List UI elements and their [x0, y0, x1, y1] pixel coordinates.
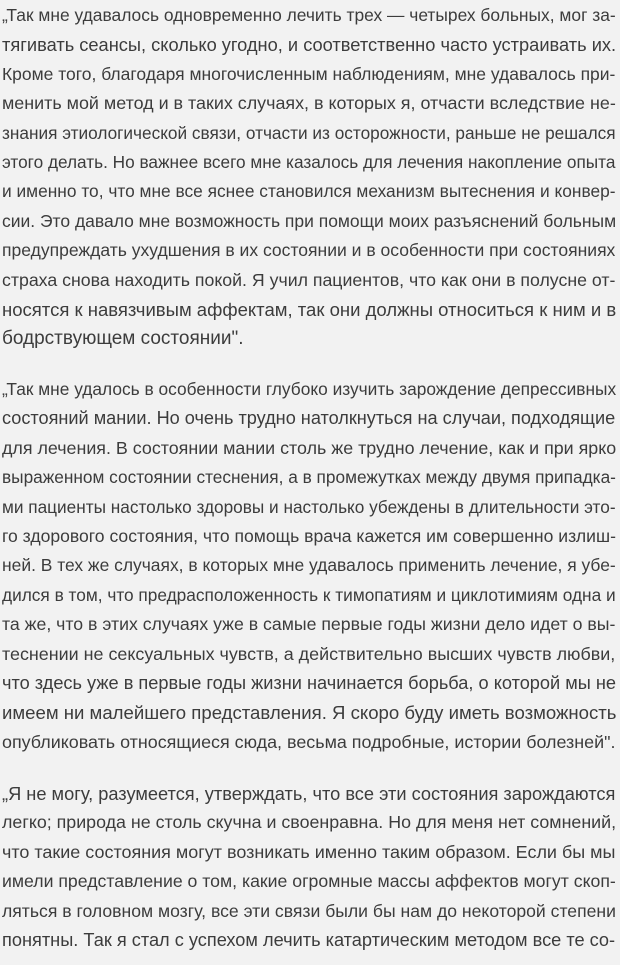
text-line: та же, что в этих случаях уже в самые первые годы жизни дело идет о вы- [2, 614, 616, 635]
text-line: ляться в головном мозгу, все эти связи были бы нам до некоторой степени [2, 900, 616, 921]
text-line: страха снова находить покой. Я учил пациентов, что как они в полусне от- [2, 269, 616, 290]
text-line: имели представление о том, какие огромные массы аффектов могут скоп- [2, 871, 616, 892]
text-line: „Так мне удавалось одновременно лечить трех — четырех больных, мог за- [2, 5, 616, 25]
text-line: тягивать сеансы, сколько угодно, и соответственно часто устраивать их. [2, 34, 617, 56]
text-line: легко; природа не столь скучна и своенравна. Но для меня нет сомнений, [2, 812, 617, 833]
text-line: менить мой метод и в таких случаях, в которых я, отчасти вследствие не- [2, 93, 616, 114]
text-line: „Так мне удалось в особенности глубоко изучить зарождение депрессивных [2, 379, 617, 399]
text-line: понятны. Так я стал с успехом лечить катартическим методом все те со- [2, 929, 616, 950]
text-line: ми пациенты настолько здоровы и настолько убеждены в длительности это- [2, 496, 616, 517]
text-line: Кроме того, благодаря многочисленным наблюдениям, мне удавалось при- [2, 63, 616, 84]
paragraph-1 [2, 1, 618, 354]
text-line: и именно то, что мне все яснее становился механизм вытеснения и конвер- [2, 181, 616, 202]
text-line: сии. Это давало мне возможность при помощи моих разъяснений больным [2, 210, 617, 231]
text-line: бодрствующем состоянии". [2, 328, 244, 350]
text-line: состояний мании. Но очень трудно натолкнуться на случаи, подходящие [2, 408, 616, 429]
text-line: для лечения. В состоянии мании столь же трудно лечение, как и при ярко [2, 437, 617, 458]
text-line: этого делать. Но важнее всего мне казалось для лечения накопление опыта [2, 151, 616, 172]
text-line: го здорового состояния, что помощь врача кажется им совершенно излиш- [2, 525, 616, 546]
paragraph-2 [2, 375, 618, 757]
paragraph-3 [2, 779, 618, 955]
text-line: носятся к навязчивым аффектам, так они должны относиться к ним и в [2, 298, 617, 320]
text-line: „Я не могу, разумеется, утверждать, что все эти состояния зарождаются [2, 783, 616, 804]
text-line: выраженном состоянии стеснения, а в промежутках между двумя припадка- [2, 467, 616, 488]
text-line: знания этиологической связи, отчасти из осторожности, раньше не решался [2, 122, 616, 143]
text-line: опубликовать относящиеся сюда, весьма подробные, истории болезней". [2, 731, 616, 752]
text-line: теснении не сексуальных чувств, а действительно высших чувств любви, [2, 643, 616, 664]
text-line: что здесь уже в первые годы жизни начинается борьба, о которой мы не [2, 672, 617, 693]
text-line: имеем ни малейшего представления. Я скоро буду иметь возможность [2, 702, 617, 724]
text-line: предупреждать ухудшения в их состоянии и в особенности при состояниях [2, 240, 616, 261]
text-line: дился в том, что предрасположенность к тимопатиям и циклотимиям одна и [2, 584, 616, 605]
text-line: что такие состояния могут возникать именно таким образом. Если бы мы [2, 841, 616, 862]
text-line: ней. В тех же случаях, в которых мне удавалось применить лечение, я убе- [2, 555, 616, 576]
